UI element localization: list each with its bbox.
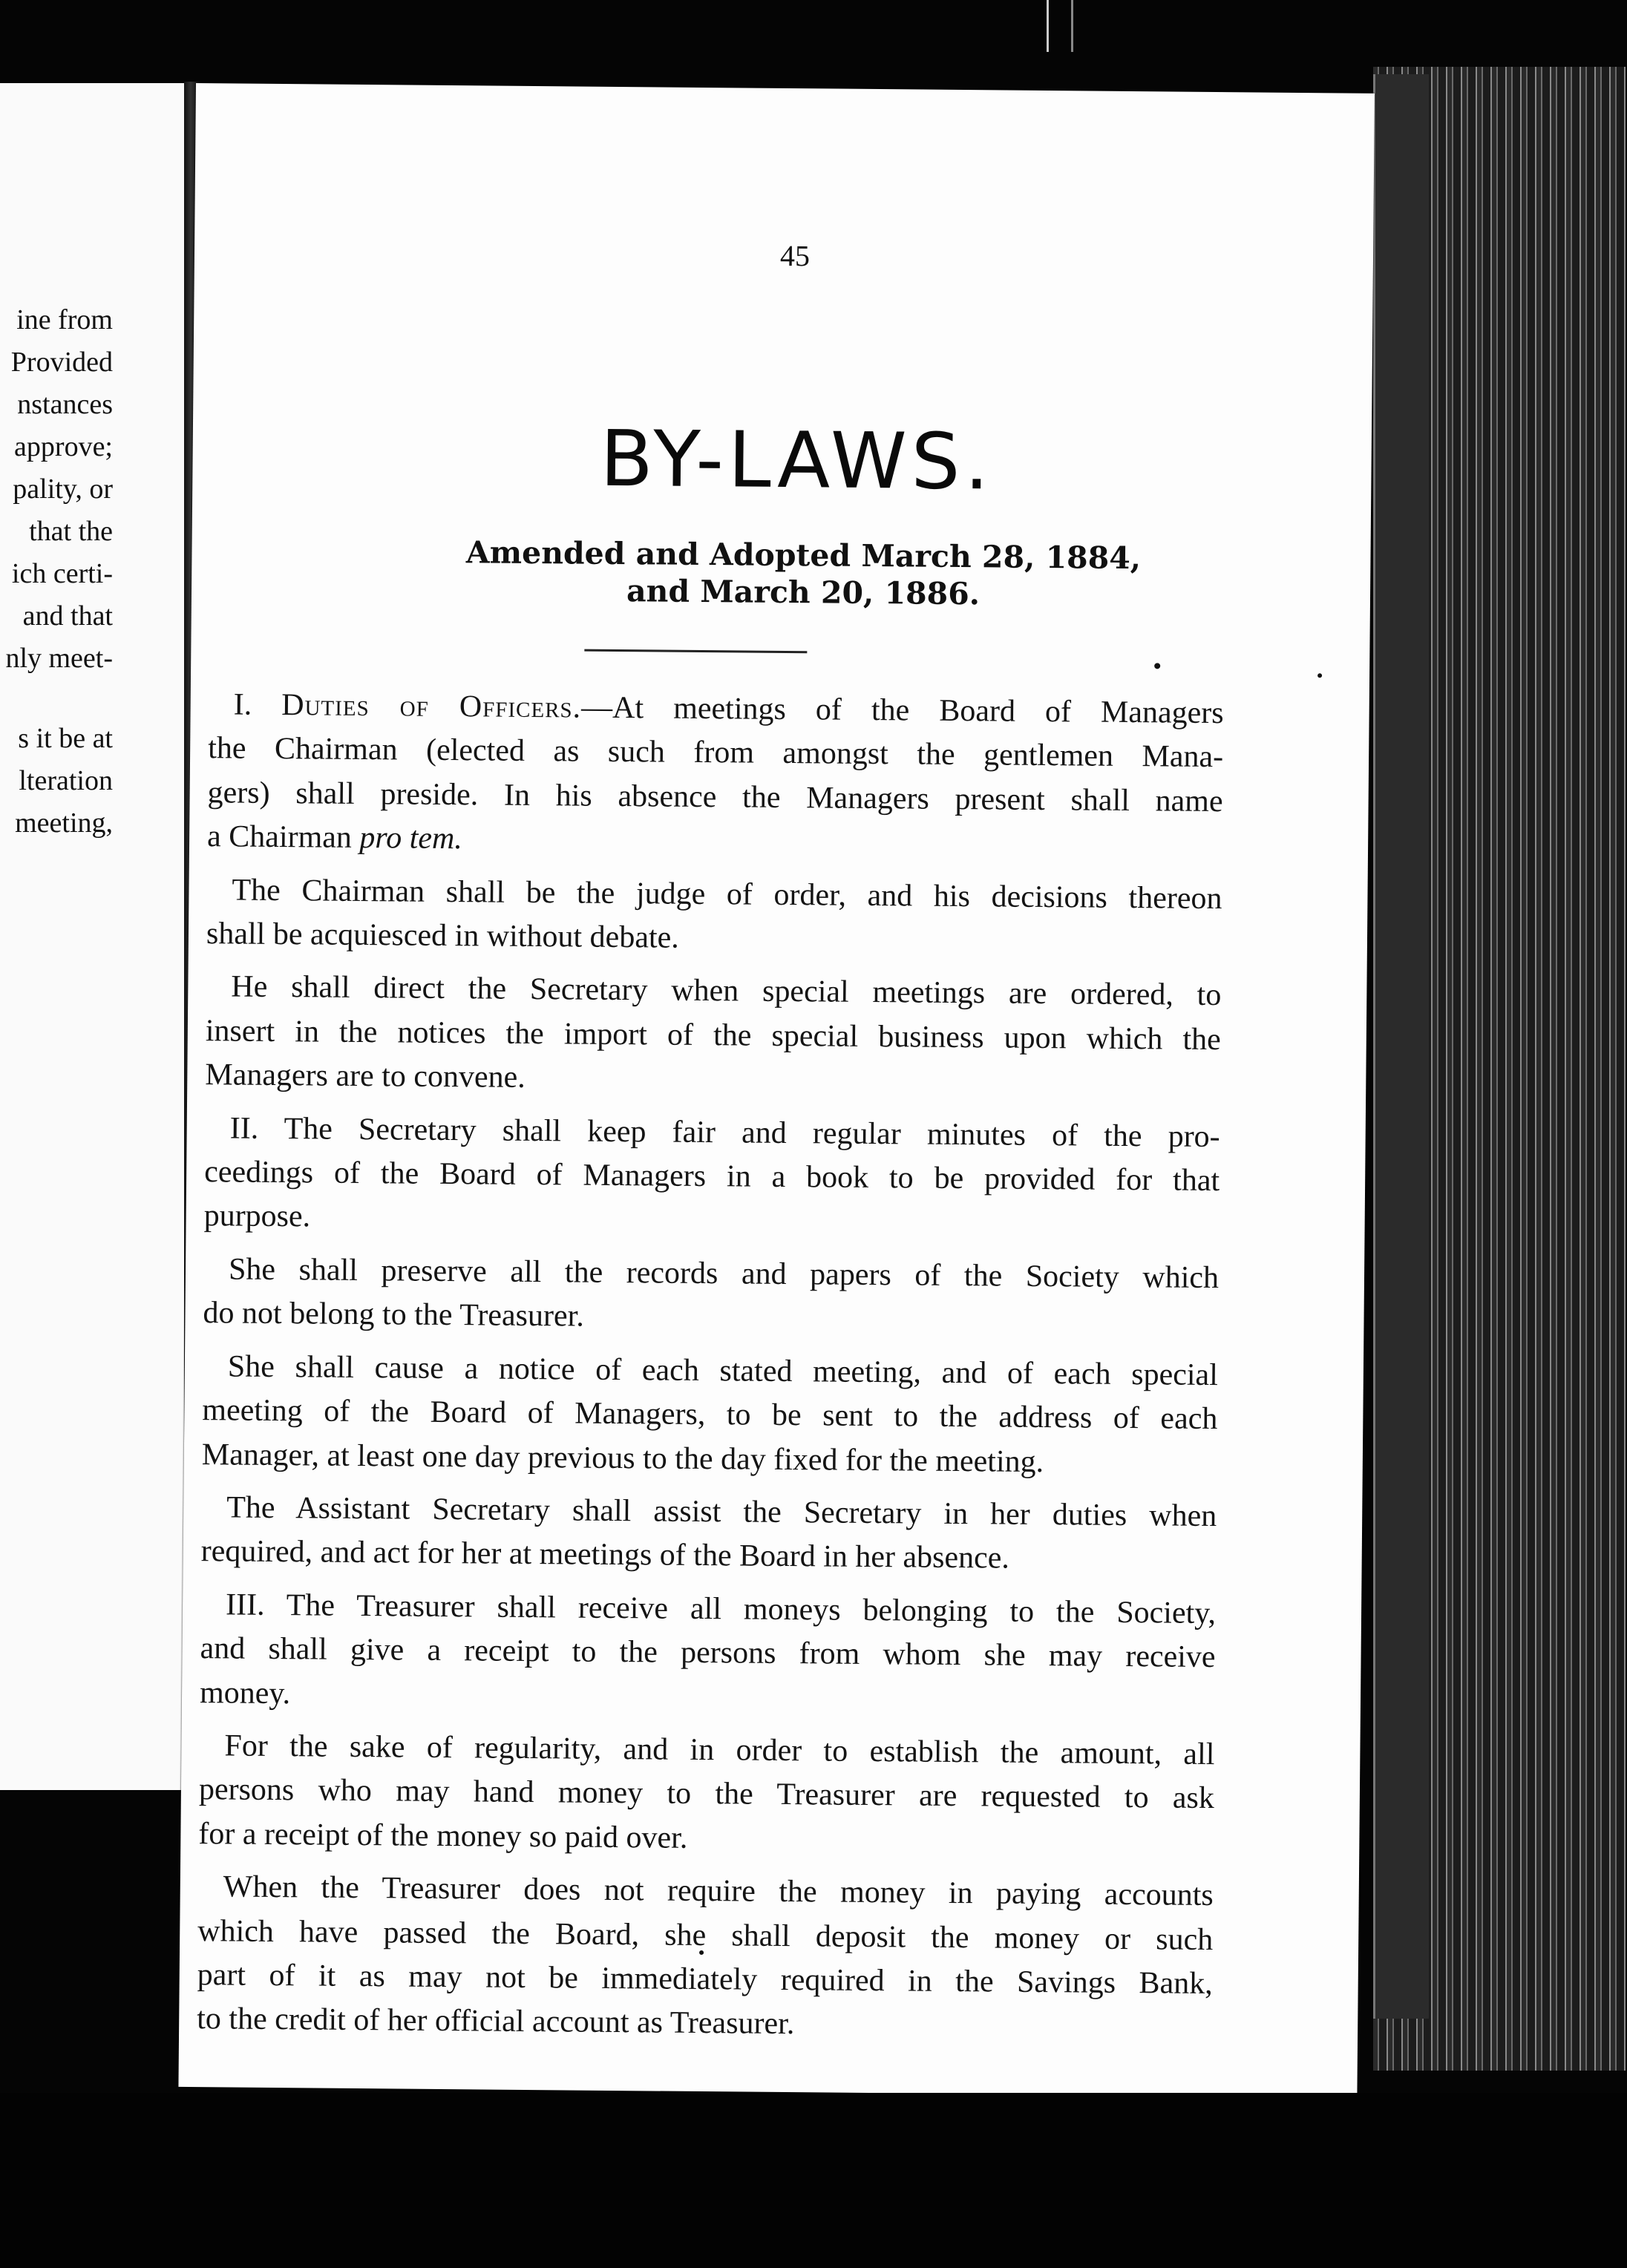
text-line: the Chairman (elected as such from amongst the gentlemen Mana-: [207, 731, 1224, 775]
left-page-line: approve;: [14, 431, 113, 462]
text-line: III. The Treasurer shall receive all moneys belonging to the Society,: [225, 1587, 1217, 1630]
text-line: For the sake of regularity, and in order to establish the amount, all: [224, 1728, 1215, 1772]
left-page-line: nstances: [17, 389, 113, 420]
paragraph: [203, 1107, 1220, 1248]
text-line: purpose.: [203, 1199, 311, 1234]
paragraph: [198, 1724, 1215, 1865]
tape-strip: [1047, 0, 1073, 52]
paragraph: [203, 1248, 1219, 1345]
text-line: and shall give a receipt to the persons from whom she may receive: [200, 1631, 1216, 1675]
text-line: insert in the notices the import of the special business upon which the: [205, 1014, 1222, 1057]
text-line: a Chairman pro tem.: [206, 819, 463, 856]
title-rule: [584, 649, 807, 654]
left-page-line: pality, or: [13, 473, 113, 505]
text-line: He shall direct the Secretary when special meetings are ordered, to: [231, 969, 1222, 1013]
text-line: When the Treasurer does not require the money in paying accounts: [223, 1869, 1214, 1913]
text-line: gers) shall preside. In his absence the Managers present shall name: [207, 775, 1223, 819]
left-page-line: and that: [22, 600, 113, 632]
paragraph: [205, 966, 1222, 1107]
previous-page-fragment: [0, 83, 189, 1790]
text-line: She shall preserve all the records and papers of the Society which: [228, 1252, 1220, 1295]
text-line: money.: [199, 1675, 291, 1711]
left-page-line: ich certi-: [11, 558, 113, 589]
section-heading: Duties of Officers.: [281, 688, 582, 725]
text-line: which have passed the Board, she shall deposit the money or such: [197, 1913, 1214, 1957]
text-line: part of it as may not be immediately required in the Savings Bank,: [197, 1958, 1213, 2002]
left-page-line: nly meet-: [5, 643, 113, 674]
text-line: Manager, at least one day previous to the day fixed for the meeting.: [201, 1437, 1044, 1479]
page: [178, 83, 1375, 2097]
page-edge-block: [1373, 74, 1429, 2019]
left-page-line: meeting,: [15, 807, 113, 839]
ink-speck: [1317, 673, 1322, 678]
ink-speck: [1154, 663, 1160, 669]
paragraph: [200, 1583, 1217, 1724]
left-page-line: s it be at: [18, 723, 113, 754]
page-subtitle: [191, 531, 1371, 616]
text-line: to the credit of her official account as Treasurer.: [197, 2002, 795, 2042]
left-page-line: lteration: [19, 765, 113, 796]
text-line: required, and act for her at meetings of the Board in her absence.: [200, 1534, 1010, 1576]
text-line: The Assistant Secretary shall assist the Secretary in her duties when: [226, 1490, 1217, 1533]
paragraph: [207, 683, 1224, 868]
text-line: I. Duties of Officers.—At meetings of the Board of Managers: [233, 687, 1224, 731]
body-text: [197, 683, 1224, 2059]
left-page-line: ine from: [16, 304, 113, 335]
text-line: shall be acquiesced in without debate.: [206, 917, 679, 955]
text-line: do not belong to the Treasurer.: [203, 1296, 585, 1334]
paragraph: [202, 1345, 1219, 1486]
text-line: for a receipt of the money so paid over.: [198, 1816, 688, 1855]
text-line: Managers are to convene.: [205, 1058, 526, 1095]
text-line: meeting of the Board of Managers, to be sent to the address of each: [202, 1393, 1218, 1437]
text-line: ceedings of the Board of Managers in a book to be provided for that: [203, 1155, 1220, 1199]
paragraph: [200, 1486, 1217, 1583]
subtitle-line: Amended and Adopted March 28, 1884,: [465, 534, 1142, 577]
subtitle-line: and March 20, 1886.: [626, 573, 981, 612]
italic-phrase: pro tem.: [359, 821, 463, 856]
left-page-line: that the: [29, 516, 113, 547]
page-number: 45: [779, 238, 811, 273]
text-line: persons who may hand money to the Treasurer are requested to ask: [198, 1772, 1215, 1816]
text-line: She shall cause a notice of each stated meeting, and of each special: [227, 1349, 1219, 1392]
page-title: BY-LAWS.: [600, 413, 995, 508]
scan-background: [0, 2093, 1627, 2268]
text-line: II. The Secretary shall keep fair and regular minutes of the pro-: [229, 1111, 1220, 1154]
left-page-line: Provided: [10, 347, 113, 378]
paragraph: [206, 868, 1222, 966]
text-line: The Chairman shall be the judge of order, and his decisions thereon: [232, 873, 1222, 916]
paragraph: [197, 1865, 1214, 2051]
